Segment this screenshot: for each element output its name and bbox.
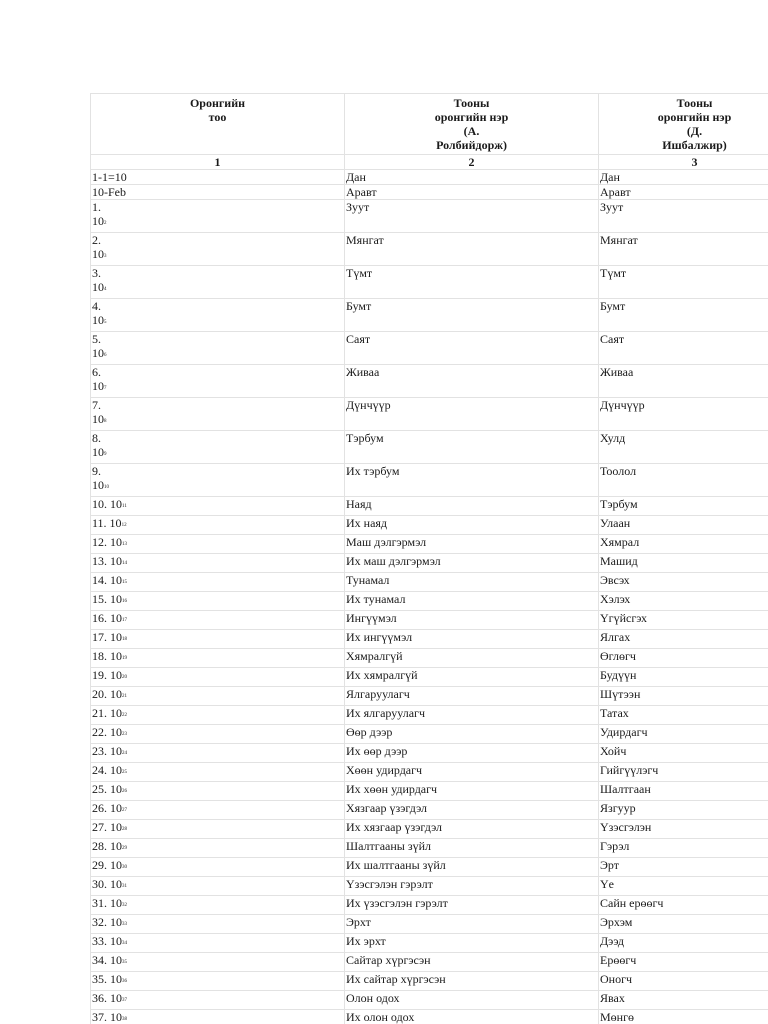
name-rolbiidorj-cell: Түмт (345, 266, 599, 299)
name-rolbiidorj-cell: Дан (345, 170, 599, 185)
order-index: 27. 10 (92, 820, 122, 834)
power-exponent: 27 (122, 808, 127, 813)
name-ishbaljir-cell: Эвсэх (599, 573, 768, 592)
name-rolbiidorj-cell: Хөөн удирдагч (345, 763, 599, 782)
order-index: 8. (92, 431, 101, 445)
power-exponent: 18 (122, 637, 127, 642)
name-ishbaljir-cell: Гийгүүлэгч (599, 763, 768, 782)
name-ishbaljir-cell: Шүтээн (599, 687, 768, 706)
name-ishbaljir-cell: Ялгах (599, 630, 768, 649)
power-exponent: 33 (122, 922, 127, 927)
table-row (91, 1010, 768, 1024)
table-row (91, 266, 768, 299)
order-index: 28. 10 (92, 839, 122, 853)
power-of-ten (92, 478, 343, 496)
name-ishbaljir-cell: Зуут (599, 200, 768, 233)
order-index: 20. 10 (92, 687, 122, 701)
table-row (91, 170, 768, 185)
order-cell (91, 200, 345, 233)
name-ishbaljir-cell: Хойч (599, 744, 768, 763)
name-rolbiidorj-cell: Живаа (345, 365, 599, 398)
name-rolbiidorj-cell: Шалтгааны зүйл (345, 839, 599, 858)
header-name-rolbiidorj: Тооны оронгийн нэр (А. Ролбийдорж) (345, 94, 599, 155)
order-cell (91, 592, 345, 611)
table-row (91, 915, 768, 934)
name-rolbiidorj-cell: Их сайтар хүргэсэн (345, 972, 599, 991)
name-rolbiidorj-cell: Их шалтгааны зүйл (345, 858, 599, 877)
order-index: 5. (92, 332, 101, 346)
order-cell (91, 725, 345, 744)
table-row (91, 516, 768, 535)
name-ishbaljir-cell: Шалтгаан (599, 782, 768, 801)
order-cell (91, 896, 345, 915)
order-cell (91, 554, 345, 573)
order-cell (91, 332, 345, 365)
table-row (91, 972, 768, 991)
order-cell (91, 170, 345, 185)
name-rolbiidorj-cell: Их өөр дээр (345, 744, 599, 763)
order-cell (91, 611, 345, 630)
order-cell (91, 934, 345, 953)
order-cell (91, 782, 345, 801)
name-ishbaljir-cell: Мянгат (599, 233, 768, 266)
order-index: 21. 10 (92, 706, 122, 720)
table-row (91, 332, 768, 365)
order-index: 18. 10 (92, 649, 122, 663)
name-ishbaljir-cell: Саят (599, 332, 768, 365)
name-ishbaljir-cell: Түмт (599, 266, 768, 299)
order-cell (91, 668, 345, 687)
order-index: 16. 10 (92, 611, 122, 625)
name-ishbaljir-cell: Дээд (599, 934, 768, 953)
power-exponent: 14 (122, 561, 127, 566)
order-index: 10. 10 (92, 497, 122, 511)
table-row (91, 233, 768, 266)
name-rolbiidorj-cell: Саят (345, 332, 599, 365)
name-rolbiidorj-cell: Зуут (345, 200, 599, 233)
order-cell (91, 820, 345, 839)
name-rolbiidorj-cell: Дүнчүүр (345, 398, 599, 431)
power-exponent: 31 (122, 884, 127, 889)
table-row (91, 801, 768, 820)
table-row (91, 431, 768, 464)
table-row (91, 464, 768, 497)
order-cell (91, 398, 345, 431)
order-cell (91, 1010, 345, 1024)
table-row (91, 668, 768, 687)
power-of-ten (92, 379, 343, 397)
name-rolbiidorj-cell: Үзэсгэлэн гэрэлт (345, 877, 599, 896)
table-row (91, 497, 768, 516)
order-index: 33. 10 (92, 934, 122, 948)
table-row (91, 185, 768, 200)
name-rolbiidorj-cell: Их үзэсгэлэн гэрэлт (345, 896, 599, 915)
order-cell (91, 763, 345, 782)
name-rolbiidorj-cell: Их хязгаар үзэгдэл (345, 820, 599, 839)
order-cell (91, 365, 345, 398)
table-row (91, 991, 768, 1010)
order-index: 15. 10 (92, 592, 122, 606)
power-exponent: 25 (122, 770, 127, 775)
name-ishbaljir-cell: Дүнчүүр (599, 398, 768, 431)
table-row (91, 782, 768, 801)
order-index: 37. 10 (92, 1010, 122, 1024)
order-index: 34. 10 (92, 953, 122, 967)
table-row (91, 953, 768, 972)
name-rolbiidorj-cell: Ингүүмэл (345, 611, 599, 630)
order-index: 3. (92, 266, 101, 280)
name-ishbaljir-cell: Сайн ерөөгч (599, 896, 768, 915)
name-rolbiidorj-cell: Их маш дэлгэрмэл (345, 554, 599, 573)
power-exponent: 26 (122, 789, 127, 794)
table-row (91, 365, 768, 398)
table-row (91, 649, 768, 668)
power-exponent: 23 (122, 732, 127, 737)
power-base: 10 (92, 412, 104, 426)
order-cell (91, 972, 345, 991)
name-rolbiidorj-cell: Хямралгүй (345, 649, 599, 668)
order-cell (91, 801, 345, 820)
order-index: 25. 10 (92, 782, 122, 796)
name-rolbiidorj-cell: Сайтар хүргэсэн (345, 953, 599, 972)
power-exponent: 2 (104, 221, 107, 226)
power-base: 10 (92, 346, 104, 360)
name-rolbiidorj-cell: Их хөөн удирдагч (345, 782, 599, 801)
table-row (91, 611, 768, 630)
column-number: 1 (91, 155, 345, 170)
order-index: 22. 10 (92, 725, 122, 739)
column-number: 2 (345, 155, 599, 170)
name-rolbiidorj-cell: Хязгаар үзэгдэл (345, 801, 599, 820)
power-exponent: 22 (122, 713, 127, 718)
table-row (91, 535, 768, 554)
name-ishbaljir-cell: Тоолол (599, 464, 768, 497)
power-base: 10 (92, 445, 104, 459)
name-rolbiidorj-cell: Мянгат (345, 233, 599, 266)
name-ishbaljir-cell: Ерөөгч (599, 953, 768, 972)
power-of-ten (92, 445, 343, 463)
order-cell (91, 706, 345, 725)
name-rolbiidorj-cell: Маш дэлгэрмэл (345, 535, 599, 554)
power-exponent: 19 (122, 656, 127, 661)
name-rolbiidorj-cell: Тунамал (345, 573, 599, 592)
power-of-ten (92, 214, 343, 232)
order-cell (91, 649, 345, 668)
order-index: 2. (92, 233, 101, 247)
name-ishbaljir-cell: Бумт (599, 299, 768, 332)
name-rolbiidorj-cell: Их эрхт (345, 934, 599, 953)
table-row (91, 630, 768, 649)
order-index: 1-1=10 (92, 170, 127, 184)
table-row (91, 200, 768, 233)
column-number-row (91, 155, 768, 170)
power-exponent: 17 (122, 618, 127, 623)
power-base: 10 (92, 214, 104, 228)
name-rolbiidorj-cell: Их хямралгүй (345, 668, 599, 687)
power-exponent: 21 (122, 694, 127, 699)
power-of-ten (92, 346, 343, 364)
name-rolbiidorj-cell: Эрхт (345, 915, 599, 934)
order-cell (91, 877, 345, 896)
table-row (91, 725, 768, 744)
name-rolbiidorj-cell: Аравт (345, 185, 599, 200)
power-exponent: 16 (122, 599, 127, 604)
name-rolbiidorj-cell: Их ялгаруулагч (345, 706, 599, 725)
order-index: 1. (92, 200, 101, 214)
order-cell (91, 573, 345, 592)
order-cell (91, 535, 345, 554)
name-ishbaljir-cell: Үе (599, 877, 768, 896)
power-exponent: 11 (122, 504, 127, 509)
power-exponent: 9 (104, 452, 107, 457)
table-row (91, 554, 768, 573)
table-row (91, 820, 768, 839)
name-ishbaljir-cell: Язгуур (599, 801, 768, 820)
name-ishbaljir-cell: Живаа (599, 365, 768, 398)
power-exponent: 38 (122, 1017, 127, 1022)
table-row (91, 858, 768, 877)
name-ishbaljir-cell: Явах (599, 991, 768, 1010)
name-ishbaljir-cell: Гэрэл (599, 839, 768, 858)
order-cell (91, 991, 345, 1010)
order-cell (91, 744, 345, 763)
order-index: 23. 10 (92, 744, 122, 758)
name-ishbaljir-cell: Машид (599, 554, 768, 573)
name-rolbiidorj-cell: Тэрбум (345, 431, 599, 464)
order-cell (91, 266, 345, 299)
order-index: 9. (92, 464, 101, 478)
table-row (91, 763, 768, 782)
power-base: 10 (92, 280, 104, 294)
power-of-ten (92, 247, 343, 265)
power-exponent: 15 (122, 580, 127, 585)
name-ishbaljir-cell: Үгүйсгэх (599, 611, 768, 630)
name-ishbaljir-cell: Хулд (599, 431, 768, 464)
order-index: 26. 10 (92, 801, 122, 815)
order-cell (91, 953, 345, 972)
power-exponent: 36 (122, 979, 127, 984)
table-row (91, 706, 768, 725)
power-exponent: 5 (104, 320, 107, 325)
power-exponent: 4 (104, 287, 107, 292)
name-ishbaljir-cell: Эрт (599, 858, 768, 877)
table-row (91, 592, 768, 611)
power-exponent: 32 (122, 903, 127, 908)
name-rolbiidorj-cell: Их тэрбум (345, 464, 599, 497)
column-number: 3 (599, 155, 768, 170)
power-exponent: 7 (104, 386, 107, 391)
order-index: 24. 10 (92, 763, 122, 777)
power-base: 10 (92, 313, 104, 327)
name-ishbaljir-cell: Удирдагч (599, 725, 768, 744)
table-row (91, 299, 768, 332)
name-ishbaljir-cell: Татах (599, 706, 768, 725)
power-base: 10 (92, 247, 104, 261)
order-index: 11. 10 (92, 516, 122, 530)
header-order-count: Оронгийн тоо (91, 94, 345, 155)
order-cell (91, 299, 345, 332)
order-cell (91, 185, 345, 200)
name-ishbaljir-cell: Эрхэм (599, 915, 768, 934)
name-ishbaljir-cell: Мөнгө (599, 1010, 768, 1024)
name-ishbaljir-cell: Дан (599, 170, 768, 185)
table-row (91, 744, 768, 763)
number-order-table (90, 93, 768, 1024)
name-ishbaljir-cell: Тэрбум (599, 497, 768, 516)
power-exponent: 29 (122, 846, 127, 851)
order-cell (91, 687, 345, 706)
power-exponent: 28 (122, 827, 127, 832)
power-exponent: 24 (122, 751, 127, 756)
order-cell (91, 497, 345, 516)
table-row (91, 687, 768, 706)
power-exponent: 35 (122, 960, 127, 965)
order-index: 17. 10 (92, 630, 122, 644)
order-index: 30. 10 (92, 877, 122, 891)
name-rolbiidorj-cell: Бумт (345, 299, 599, 332)
order-index: 36. 10 (92, 991, 122, 1005)
order-index: 13. 10 (92, 554, 122, 568)
header-name-ishbaljir: Тооны оронгийн нэр (Д. Ишбалжир) (599, 94, 768, 155)
power-exponent: 34 (122, 941, 127, 946)
order-cell (91, 630, 345, 649)
name-ishbaljir-cell: Оногч (599, 972, 768, 991)
name-ishbaljir-cell: Өглөгч (599, 649, 768, 668)
order-cell (91, 839, 345, 858)
table-row (91, 839, 768, 858)
order-cell (91, 464, 345, 497)
name-ishbaljir-cell: Үзэсгэлэн (599, 820, 768, 839)
order-index: 19. 10 (92, 668, 122, 682)
name-rolbiidorj-cell: Их наяд (345, 516, 599, 535)
power-exponent: 8 (104, 419, 107, 424)
power-exponent: 37 (122, 998, 127, 1003)
order-index: 6. (92, 365, 101, 379)
name-rolbiidorj-cell: Их олон одох (345, 1010, 599, 1024)
order-index: 10-Feb (92, 185, 126, 199)
order-index: 32. 10 (92, 915, 122, 929)
power-base: 10 (92, 478, 104, 492)
name-rolbiidorj-cell: Их тунамал (345, 592, 599, 611)
power-base: 10 (92, 379, 104, 393)
name-ishbaljir-cell: Хямрал (599, 535, 768, 554)
order-index: 35. 10 (92, 972, 122, 986)
order-cell (91, 516, 345, 535)
power-of-ten (92, 280, 343, 298)
power-of-ten (92, 313, 343, 331)
order-index: 31. 10 (92, 896, 122, 910)
power-exponent: 20 (122, 675, 127, 680)
name-rolbiidorj-cell: Өөр дээр (345, 725, 599, 744)
power-exponent: 13 (122, 542, 127, 547)
order-index: 14. 10 (92, 573, 122, 587)
order-cell (91, 431, 345, 464)
table-row (91, 573, 768, 592)
order-index: 4. (92, 299, 101, 313)
name-ishbaljir-cell: Будүүн (599, 668, 768, 687)
power-exponent: 12 (121, 523, 127, 528)
power-exponent: 6 (104, 353, 107, 358)
order-index: 7. (92, 398, 101, 412)
power-exponent: 3 (104, 254, 107, 259)
order-index: 29. 10 (92, 858, 122, 872)
table-row (91, 398, 768, 431)
name-rolbiidorj-cell: Ялгаруулагч (345, 687, 599, 706)
table-row (91, 877, 768, 896)
name-ishbaljir-cell: Улаан (599, 516, 768, 535)
name-ishbaljir-cell: Хэлэх (599, 592, 768, 611)
order-cell (91, 858, 345, 877)
name-rolbiidorj-cell: Олон одох (345, 991, 599, 1010)
name-rolbiidorj-cell: Их ингүүмэл (345, 630, 599, 649)
table-header-row (91, 94, 768, 155)
name-rolbiidorj-cell: Наяд (345, 497, 599, 516)
power-exponent: 30 (122, 865, 127, 870)
table-row (91, 934, 768, 953)
order-index: 12. 10 (92, 535, 122, 549)
order-cell (91, 915, 345, 934)
power-of-ten (92, 412, 343, 430)
power-exponent: 10 (104, 485, 109, 490)
table-row (91, 896, 768, 915)
name-ishbaljir-cell: Аравт (599, 185, 768, 200)
order-cell (91, 233, 345, 266)
